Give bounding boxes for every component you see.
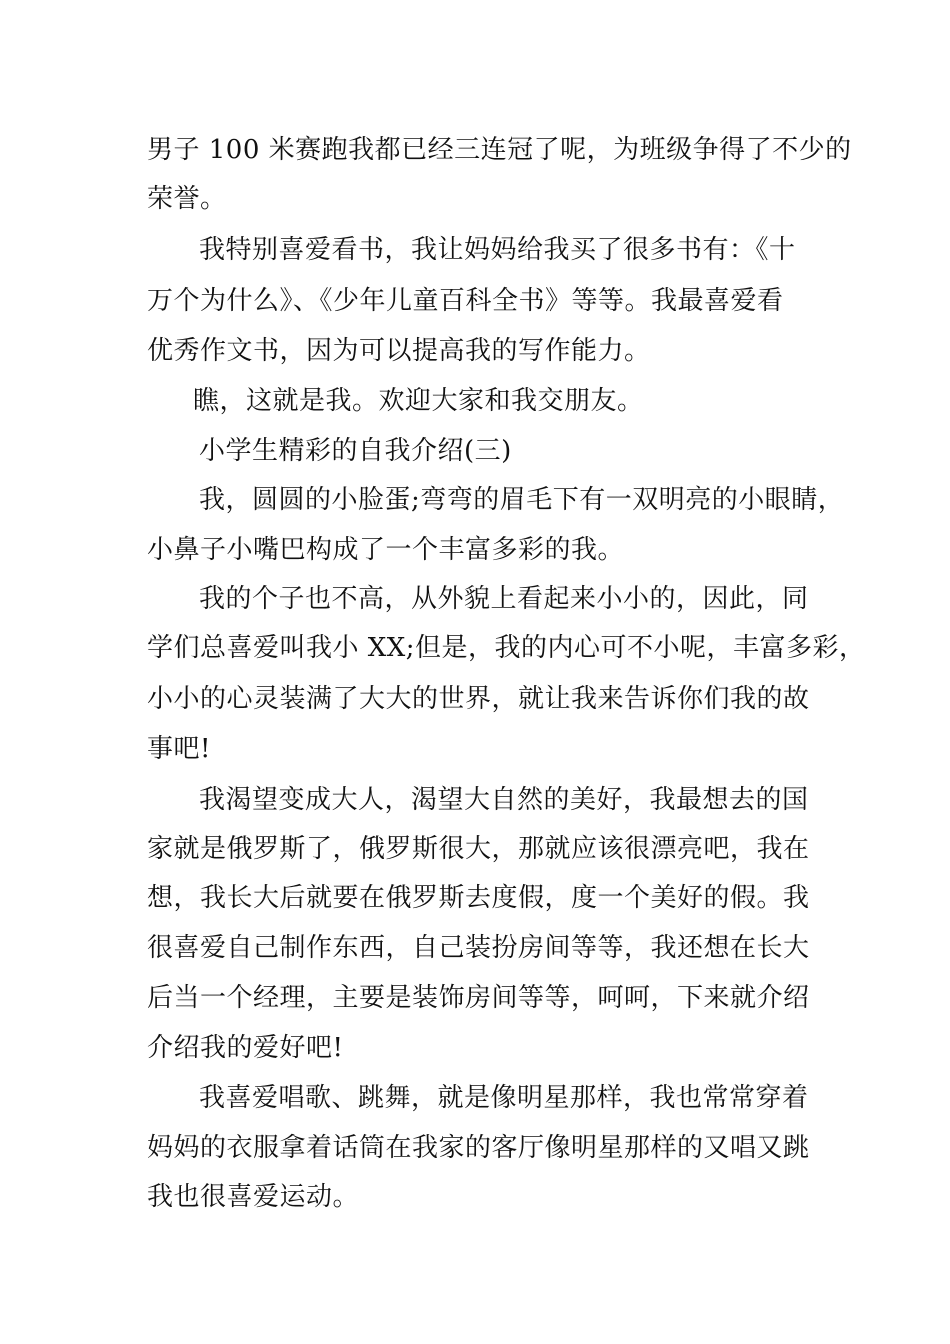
text-line: 后当一个经理，主要是装饰房间等等，呵呵，下来就介绍 (147, 983, 810, 1013)
text-line: 家就是俄罗斯了，俄罗斯很大，那就应该很漂亮吧，我在 (147, 834, 810, 864)
text-line: 小鼻子小嘴巴构成了一个丰富多彩的我。 (147, 535, 625, 565)
text-line: 妈妈的衣服拿着话筒在我家的客厅像明星那样的又唱又跳 (147, 1133, 810, 1163)
text-line: 事吧! (147, 734, 211, 764)
text-line: 小小的心灵装满了大大的世界，就让我来告诉你们我的故 (147, 684, 810, 714)
text-line: 想，我长大后就要在俄罗斯去度假，度一个美好的假。我 (147, 883, 810, 913)
text-line: 学们总喜爱叫我小 XX;但是，我的内心可不小呢，丰富多彩， (147, 633, 866, 663)
text-line: 我，圆圆的小脸蛋;弯弯的眉毛下有一双明亮的小眼睛， (199, 485, 845, 515)
text-line: 我渴望变成大人，渴望大自然的美好，我最想去的国 (199, 785, 809, 815)
text-line: 我特别喜爱看书，我让妈妈给我买了很多书有：《十 (199, 235, 796, 265)
text-line: 我喜爱唱歌、跳舞，就是像明星那样，我也常常穿着 (199, 1083, 809, 1113)
text-line: 万个为什么》、《少年儿童百科全书》等等。我最喜爱看 (147, 286, 784, 316)
text-line: 介绍我的爱好吧! (147, 1033, 344, 1063)
text-line: 荣誉。 (147, 184, 227, 214)
text-line: 男子 100 米赛跑我都已经三连冠了呢，为班级争得了不少的 (147, 135, 852, 165)
text-line: 我的个子也不高，从外貌上看起来小小的，因此，同 (199, 584, 809, 614)
text-line: 很喜爱自己制作东西，自己装扮房间等等，我还想在长大 (147, 933, 810, 963)
section-heading: 小学生精彩的自我介绍(三) (199, 436, 512, 466)
text-line: 瞧，这就是我。欢迎大家和我交朋友。 (193, 386, 644, 416)
text-line: 优秀作文书，因为可以提高我的写作能力。 (147, 336, 651, 366)
text-line: 我也很喜爱运动。 (147, 1182, 360, 1212)
